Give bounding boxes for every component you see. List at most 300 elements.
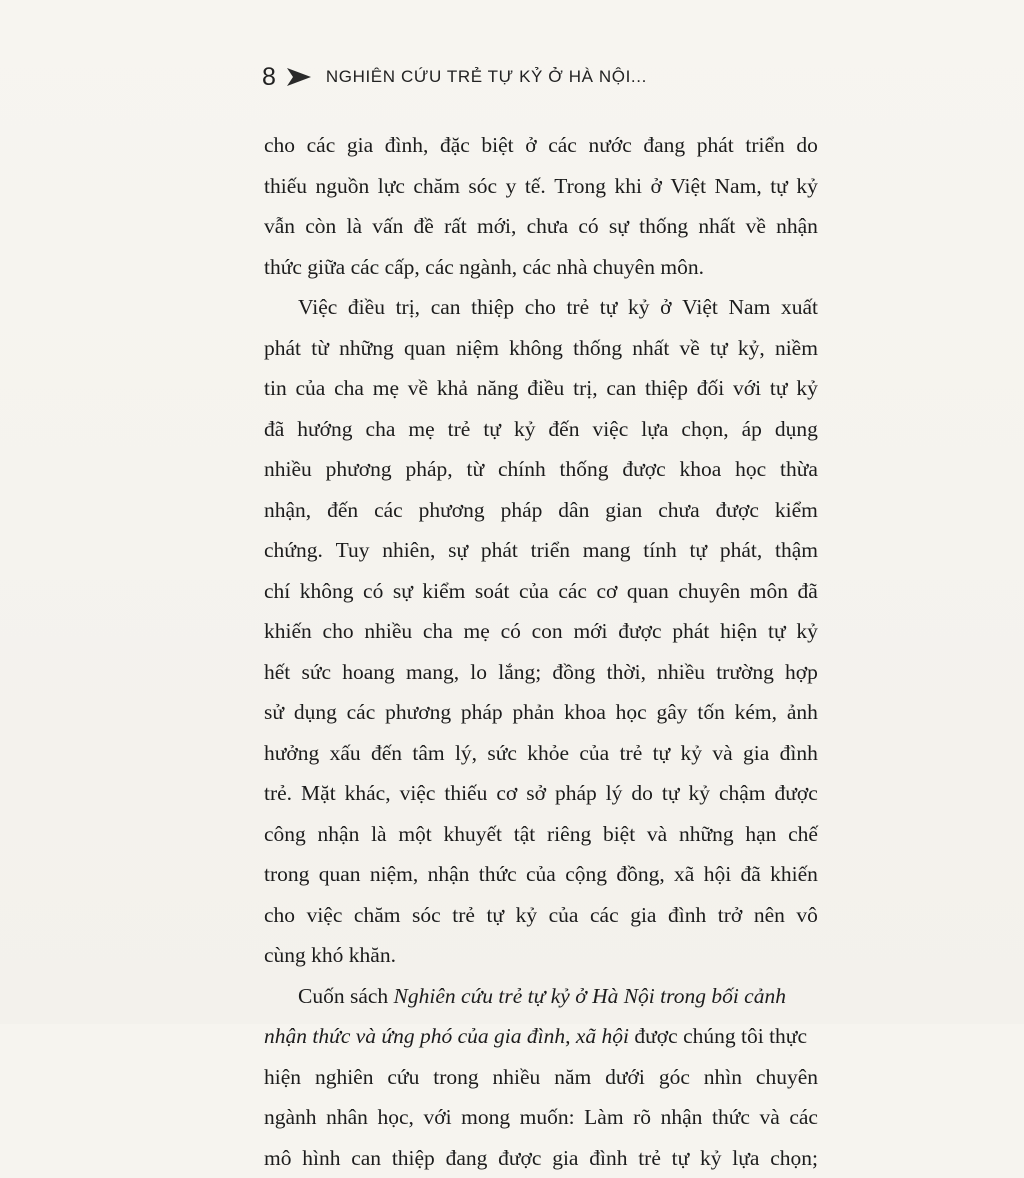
word: với [423, 1097, 451, 1138]
word: thiệp [471, 287, 514, 328]
word: con [532, 611, 563, 652]
word: hình [302, 1138, 340, 1178]
word: trẻ [620, 733, 643, 774]
text-line [264, 854, 818, 895]
word: chính [498, 449, 546, 490]
word: đang [446, 1138, 488, 1178]
word: các [558, 571, 587, 612]
word: được [774, 773, 817, 814]
word: pháp [555, 773, 597, 814]
word: biệt [603, 814, 635, 855]
word: phát [672, 611, 709, 652]
word: mong [461, 1097, 510, 1138]
text-line: cùng khó khăn. [264, 935, 818, 976]
word: tự [662, 773, 680, 814]
word: của [549, 895, 579, 936]
word: có [578, 206, 598, 247]
word: và [759, 1097, 779, 1138]
word: kỷ [796, 166, 818, 207]
word: lo [470, 652, 487, 693]
word: hợp [785, 652, 818, 693]
word: Trong [554, 166, 606, 207]
word: phát [697, 125, 734, 166]
word: triển [745, 125, 784, 166]
text-line [264, 692, 818, 733]
word: dân [558, 490, 589, 531]
word: có [501, 611, 521, 652]
word: mô [264, 1138, 291, 1178]
word: sự [393, 571, 413, 612]
word: sóc [412, 895, 441, 936]
word: không [300, 571, 354, 612]
word: đồng, [616, 854, 664, 895]
word: hội [704, 854, 731, 895]
word: pháp [461, 692, 503, 733]
word: chưa [527, 206, 569, 247]
word: tự [486, 895, 504, 936]
text-line [264, 166, 818, 207]
word: dụng [775, 409, 818, 450]
word: phản [512, 692, 554, 733]
word: kỷ [681, 733, 703, 774]
word: phát [481, 530, 518, 571]
word: chuyên [756, 1057, 818, 1098]
text-line [264, 206, 818, 247]
word: chưa [658, 490, 700, 531]
word: về [408, 368, 428, 409]
word: các [548, 125, 577, 166]
word: tự [600, 287, 618, 328]
word: biệt [481, 125, 513, 166]
word: kỷ [688, 773, 710, 814]
word: tự [770, 368, 788, 409]
word: kỷ [516, 895, 538, 936]
word: dưới [605, 1057, 645, 1098]
word: nhất [698, 206, 735, 247]
word: đến [327, 490, 358, 531]
word: gia [630, 895, 656, 936]
word: đồng [552, 652, 595, 693]
word: được [622, 449, 665, 490]
word: ở [525, 125, 536, 166]
word: gia [552, 1138, 578, 1178]
word: niệm [456, 328, 499, 369]
word: chí [264, 571, 290, 612]
word: tự [689, 530, 707, 571]
word: góc [659, 1057, 690, 1098]
word: dụng [294, 692, 337, 733]
word: ở [660, 287, 671, 328]
word: pháp [501, 490, 543, 531]
text-line [264, 368, 818, 409]
text-line [264, 571, 818, 612]
word: tự [768, 611, 786, 652]
word: do [796, 125, 818, 166]
word: kém, [735, 692, 777, 733]
word: mang [583, 530, 631, 571]
word: nhìn [704, 1057, 742, 1098]
word: tâm [412, 733, 444, 774]
word: từ [466, 449, 484, 490]
text-line [264, 814, 818, 855]
word: thức [712, 1097, 750, 1138]
word: phương [419, 490, 485, 531]
word: tự [710, 328, 728, 369]
word: tính [643, 530, 676, 571]
word: tật [514, 814, 536, 855]
word: lý [606, 773, 623, 814]
word: đình [589, 1138, 627, 1178]
word: đình [668, 895, 706, 936]
word: tự [770, 166, 788, 207]
word: là [371, 814, 387, 855]
word: năm [554, 1057, 591, 1098]
word: gia [347, 125, 373, 166]
word: môn [750, 571, 788, 612]
text-line [264, 409, 818, 450]
word: đã [741, 854, 761, 895]
text-segment: được chúng tôi thực [634, 1016, 807, 1057]
word: thiếu [444, 773, 487, 814]
word: mới [573, 611, 607, 652]
word: kiểm [422, 571, 465, 612]
word: cho [525, 287, 556, 328]
word: kỷ [628, 287, 650, 328]
word: nhiên, [382, 530, 435, 571]
word: phương [326, 449, 392, 490]
word: xuất [781, 287, 818, 328]
word: khả [437, 368, 468, 409]
word: triển [531, 530, 570, 571]
word: về [680, 328, 700, 369]
word: Mặt [301, 773, 336, 814]
word: sức [487, 733, 517, 774]
text-line [264, 895, 818, 936]
word: rõ [633, 1097, 651, 1138]
word: Tuy [336, 530, 370, 571]
word: phát, [720, 530, 762, 571]
word: vấn [372, 206, 403, 247]
word: trẻ. [264, 773, 292, 814]
word: nhất [632, 328, 669, 369]
word: các [374, 490, 403, 531]
word: thừa [780, 449, 818, 490]
word: học [616, 692, 647, 733]
word: cho [323, 611, 354, 652]
text-segment: Cuốn sách [298, 976, 388, 1017]
word: cha [423, 611, 453, 652]
text-line [264, 773, 818, 814]
text-line [264, 1016, 818, 1057]
word: chăm [354, 895, 401, 936]
word: của [295, 368, 325, 409]
word: lựa [732, 1138, 759, 1178]
word: nhiều [657, 652, 705, 693]
text-line [264, 328, 818, 369]
word: nhận [776, 206, 818, 247]
word: khỏe [527, 733, 569, 774]
word: các [347, 692, 376, 733]
word: niệm, [370, 854, 418, 895]
word: của [579, 733, 609, 774]
word: rất [444, 206, 467, 247]
word: quan [404, 328, 446, 369]
book-title-italic: Nghiên cứu trẻ tự kỷ ở Hà Nội trong bối cảnh [394, 976, 786, 1017]
word: thời, [607, 652, 646, 693]
word: việc [400, 773, 436, 814]
word: điều [348, 287, 385, 328]
word: nghiên [315, 1057, 374, 1098]
word: quan [627, 571, 669, 612]
word: riêng [547, 814, 591, 855]
word: Việc [298, 287, 337, 328]
word: hiện [264, 1057, 301, 1098]
word: kỷ [796, 368, 818, 409]
word: cơ [496, 773, 517, 814]
word: lực [378, 166, 405, 207]
book-title-italic: nhận thức và ứng phó của gia đình, xã hội [264, 1016, 629, 1057]
word: chọn; [770, 1138, 818, 1178]
word: phát [264, 328, 301, 369]
text-line [264, 733, 818, 774]
word: lựa [641, 409, 668, 450]
word: cho [264, 895, 295, 936]
word: là [347, 206, 363, 247]
word: thiệp [645, 368, 688, 409]
word: nhận [428, 854, 470, 895]
word: áp [742, 409, 762, 450]
word: ở [650, 166, 661, 207]
word: sở [526, 773, 546, 814]
word: nhiều [264, 449, 312, 490]
text-line [264, 287, 818, 328]
word: hưởng [264, 733, 319, 774]
word: năng [477, 368, 519, 409]
word: khiến [264, 611, 312, 652]
word: gây [657, 692, 688, 733]
word: thiếu [264, 166, 307, 207]
word: đặc [440, 125, 470, 166]
word: Làm [584, 1097, 623, 1138]
word: cơ [596, 571, 617, 612]
word: thống [573, 328, 622, 369]
word: hạn [745, 814, 776, 855]
word: khuyết [444, 814, 503, 855]
word: các [307, 125, 336, 166]
word: đối [697, 368, 724, 409]
word: những [679, 814, 734, 855]
word: từ [311, 328, 329, 369]
word: được [618, 611, 661, 652]
text-line [264, 530, 818, 571]
word: đang [643, 125, 685, 166]
word: kỷ [700, 1138, 722, 1178]
word: không [509, 328, 563, 369]
word: chế [788, 814, 818, 855]
word: nguồn [315, 166, 369, 207]
word: và [712, 733, 732, 774]
word: xấu [330, 733, 361, 774]
running-title: NGHIÊN CỨU TRẺ TỰ KỶ Ở HÀ NỘI... [326, 67, 647, 87]
body-text [264, 125, 818, 1178]
word: vẫn [264, 206, 295, 247]
word: việc [592, 409, 628, 450]
word: nhiều [493, 1057, 541, 1098]
word: tế. [525, 166, 546, 207]
word: ảnh [787, 692, 818, 733]
word: trong [264, 854, 309, 895]
text-line [264, 1097, 818, 1138]
word: do [631, 773, 653, 814]
word: can [351, 1138, 381, 1178]
word: trường [716, 652, 774, 693]
word: chuyên [678, 571, 740, 612]
word: đã [798, 571, 818, 612]
word: mẹ [408, 409, 434, 450]
text-line [264, 1138, 818, 1178]
word: và [647, 814, 667, 855]
word: thiệp [392, 1138, 435, 1178]
word: đến [548, 409, 579, 450]
word: đình [780, 733, 818, 774]
text-line [264, 125, 818, 166]
word: của [519, 571, 549, 612]
text-line [264, 976, 818, 1017]
word: khoa [680, 449, 722, 490]
word: trẻ [452, 895, 475, 936]
word: được [716, 490, 759, 531]
word: mẹ [373, 368, 399, 409]
word: học, [377, 1097, 413, 1138]
word: nên [754, 895, 785, 936]
text-line [264, 449, 818, 490]
word: đã [264, 409, 284, 450]
word: sức [301, 652, 331, 693]
word: nhận [661, 1097, 703, 1138]
word: pháp, [405, 449, 452, 490]
word: Nam, [715, 166, 762, 207]
word: một [398, 814, 431, 855]
text-line [264, 490, 818, 531]
word: kỷ [514, 409, 536, 450]
word: hướng [297, 409, 352, 450]
word: hiện [720, 611, 757, 652]
text-line [264, 611, 818, 652]
word: khi [614, 166, 641, 207]
word: kỷ, [738, 328, 765, 369]
word: cha [334, 368, 364, 409]
word: có [363, 571, 383, 612]
word: sự [609, 206, 629, 247]
word: cứu [387, 1057, 419, 1098]
word: Nam [729, 287, 771, 328]
word: gian [605, 490, 642, 531]
word: sự [448, 530, 468, 571]
word: soát [475, 571, 510, 612]
word: nhận [318, 814, 360, 855]
text-line: thức giữa các cấp, các ngành, các nhà chuyên môn. [264, 247, 818, 288]
word: trị, [396, 287, 420, 328]
word: tin [264, 368, 287, 409]
word: Việt [670, 166, 706, 207]
word: trẻ [566, 287, 589, 328]
word: về [746, 206, 766, 247]
word: đến [371, 733, 402, 774]
word: can [431, 287, 461, 328]
word: thống [560, 449, 609, 490]
word: ngành [264, 1097, 317, 1138]
word: nhiều [364, 611, 412, 652]
word: khiến [770, 854, 818, 895]
word: trẻ [448, 409, 471, 450]
word: khác, [345, 773, 391, 814]
word: quan [319, 854, 361, 895]
word: thức [479, 854, 517, 895]
text-line [264, 1057, 818, 1098]
word: phương [385, 692, 451, 733]
word: cho [264, 125, 295, 166]
word: chọn, [681, 409, 728, 450]
word: của [526, 854, 556, 895]
word: cộng [565, 854, 607, 895]
word: lý, [455, 733, 477, 774]
word: Việt [682, 287, 718, 328]
word: can [606, 368, 636, 409]
word: đề [414, 206, 434, 247]
word: muốn: [520, 1097, 575, 1138]
word: thậm [775, 530, 818, 571]
word: vô [796, 895, 818, 936]
page-number: 8 [262, 63, 276, 92]
word: trong [433, 1057, 478, 1098]
word: trẻ [638, 1138, 661, 1178]
word: chăm [413, 166, 460, 207]
word: tự [672, 1138, 690, 1178]
word: xã [674, 854, 694, 895]
word: điều [527, 368, 564, 409]
word: niềm [775, 328, 818, 369]
word: kiểm [775, 490, 818, 531]
word: chứng. [264, 530, 323, 571]
word: các [789, 1097, 818, 1138]
word: nước [588, 125, 631, 166]
word: công [264, 814, 306, 855]
word: chậm [719, 773, 766, 814]
word: mẹ [464, 611, 490, 652]
word: y [506, 166, 517, 207]
word: sóc [468, 166, 497, 207]
word: nhân [326, 1097, 368, 1138]
word: đình, [385, 125, 429, 166]
word: việc [307, 895, 343, 936]
word: hoang [342, 652, 395, 693]
word: nhận, [264, 490, 311, 531]
word: cha [366, 409, 396, 450]
word: khoa [564, 692, 606, 733]
word: các [590, 895, 619, 936]
word: lắng; [498, 652, 541, 693]
word: được [498, 1138, 541, 1178]
arrow-right-icon [286, 67, 312, 87]
word: trở [718, 895, 743, 936]
word: sử [264, 692, 284, 733]
word: những [339, 328, 394, 369]
word: tự [653, 733, 671, 774]
word: kỷ [796, 611, 818, 652]
word: gia [743, 733, 769, 774]
word: còn [305, 206, 336, 247]
word: với [733, 368, 761, 409]
